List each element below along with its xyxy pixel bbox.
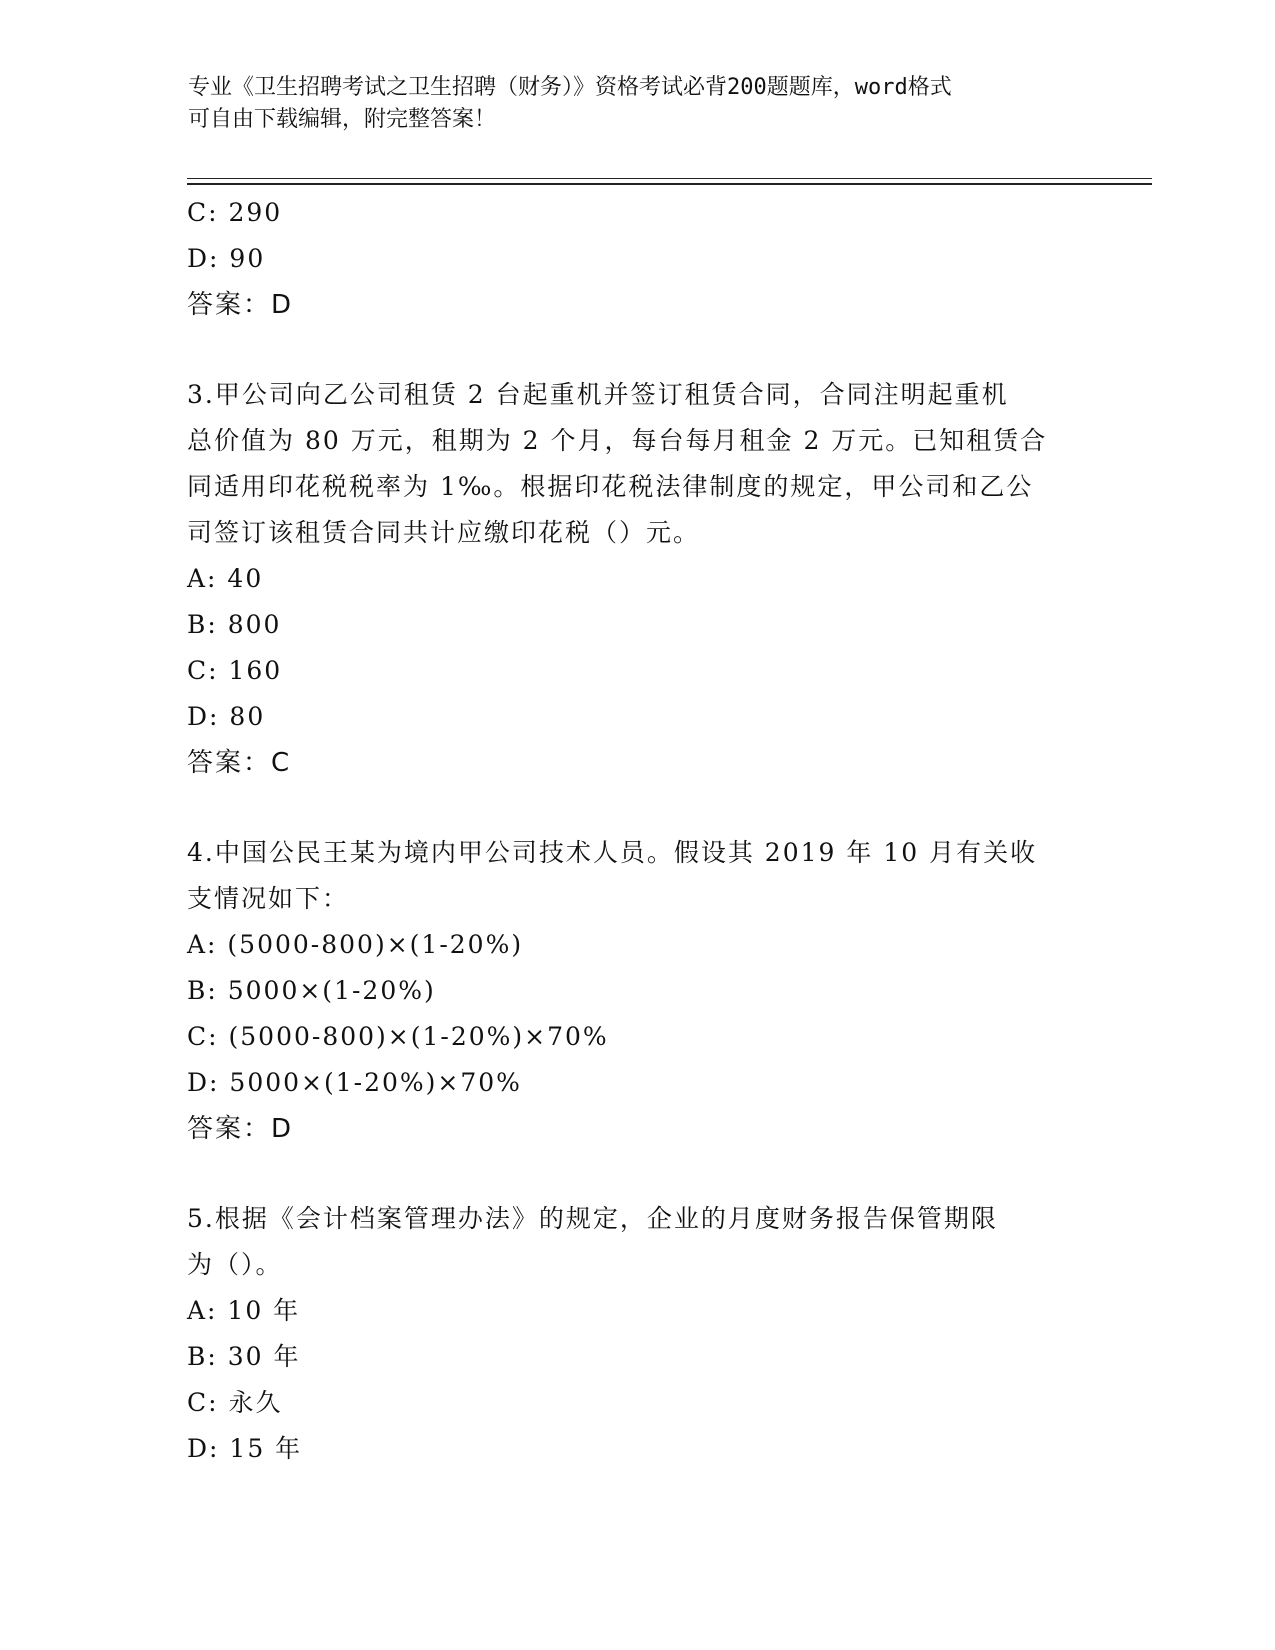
option-b: B: 800 [187, 610, 282, 639]
option-b: B: 30 年 [187, 1342, 301, 1371]
question-text-line: 3.甲公司向乙公司租赁 2 台起重机并签订租赁合同，合同注明起重机 [187, 380, 1009, 409]
document-header [188, 72, 1088, 136]
option-d: D: 90 [187, 244, 266, 273]
question-text-line: 支情况如下： [187, 884, 350, 913]
question-text-line: 为（）。 [187, 1250, 283, 1279]
question-text-line: 总价值为 80 万元，租期为 2 个月，每台每月租金 2 万元。已知租赁合 [187, 426, 1048, 455]
header-divider-thin [187, 178, 1152, 179]
question-text-line: 同适用印花税税率为 1‰。根据印花税法律制度的规定，甲公司和乙公 [187, 472, 1034, 501]
option-c: C: 160 [187, 656, 283, 685]
option-b: B: 5000×(1-20%) [187, 976, 436, 1005]
header-title-line-1: 专业《卫生招聘考试之卫生招聘（财务）》资格考试必背200题题库，word格式 [188, 75, 952, 100]
question-3 [187, 372, 1087, 786]
option-d: D: 15 年 [187, 1434, 303, 1463]
question-text-line: 司签订该租赁合同共计应缴印花税（）元。 [187, 518, 701, 547]
question-2-tail [187, 190, 1087, 328]
option-d: D: 5000×(1-20%)×70% [187, 1068, 522, 1097]
question-text-line: 5.根据《会计档案管理办法》的规定，企业的月度财务报告保管期限 [187, 1204, 998, 1233]
answer: 答案：D [187, 1114, 294, 1144]
option-c: C: 永久 [187, 1388, 283, 1417]
question-5 [187, 1196, 1087, 1472]
question-4 [187, 830, 1087, 1152]
option-c: C: (5000-800)×(1-20%)×70% [187, 1022, 609, 1051]
answer: 答案：D [187, 290, 294, 320]
header-title-line-2: 可自由下载编辑，附完整答案！ [188, 107, 497, 132]
option-a: A: 40 [187, 564, 264, 593]
header-divider-thick [187, 183, 1152, 185]
question-text-line: 4.中国公民王某为境内甲公司技术人员。假设其 2019 年 10 月有关收 [187, 838, 1038, 867]
option-c: C: 290 [187, 198, 283, 227]
question-list [187, 190, 1087, 1472]
answer: 答案：C [187, 748, 292, 778]
option-a: A: 10 年 [187, 1296, 301, 1325]
option-d: D: 80 [187, 702, 266, 731]
option-a: A: (5000-800)×(1-20%) [187, 930, 524, 959]
